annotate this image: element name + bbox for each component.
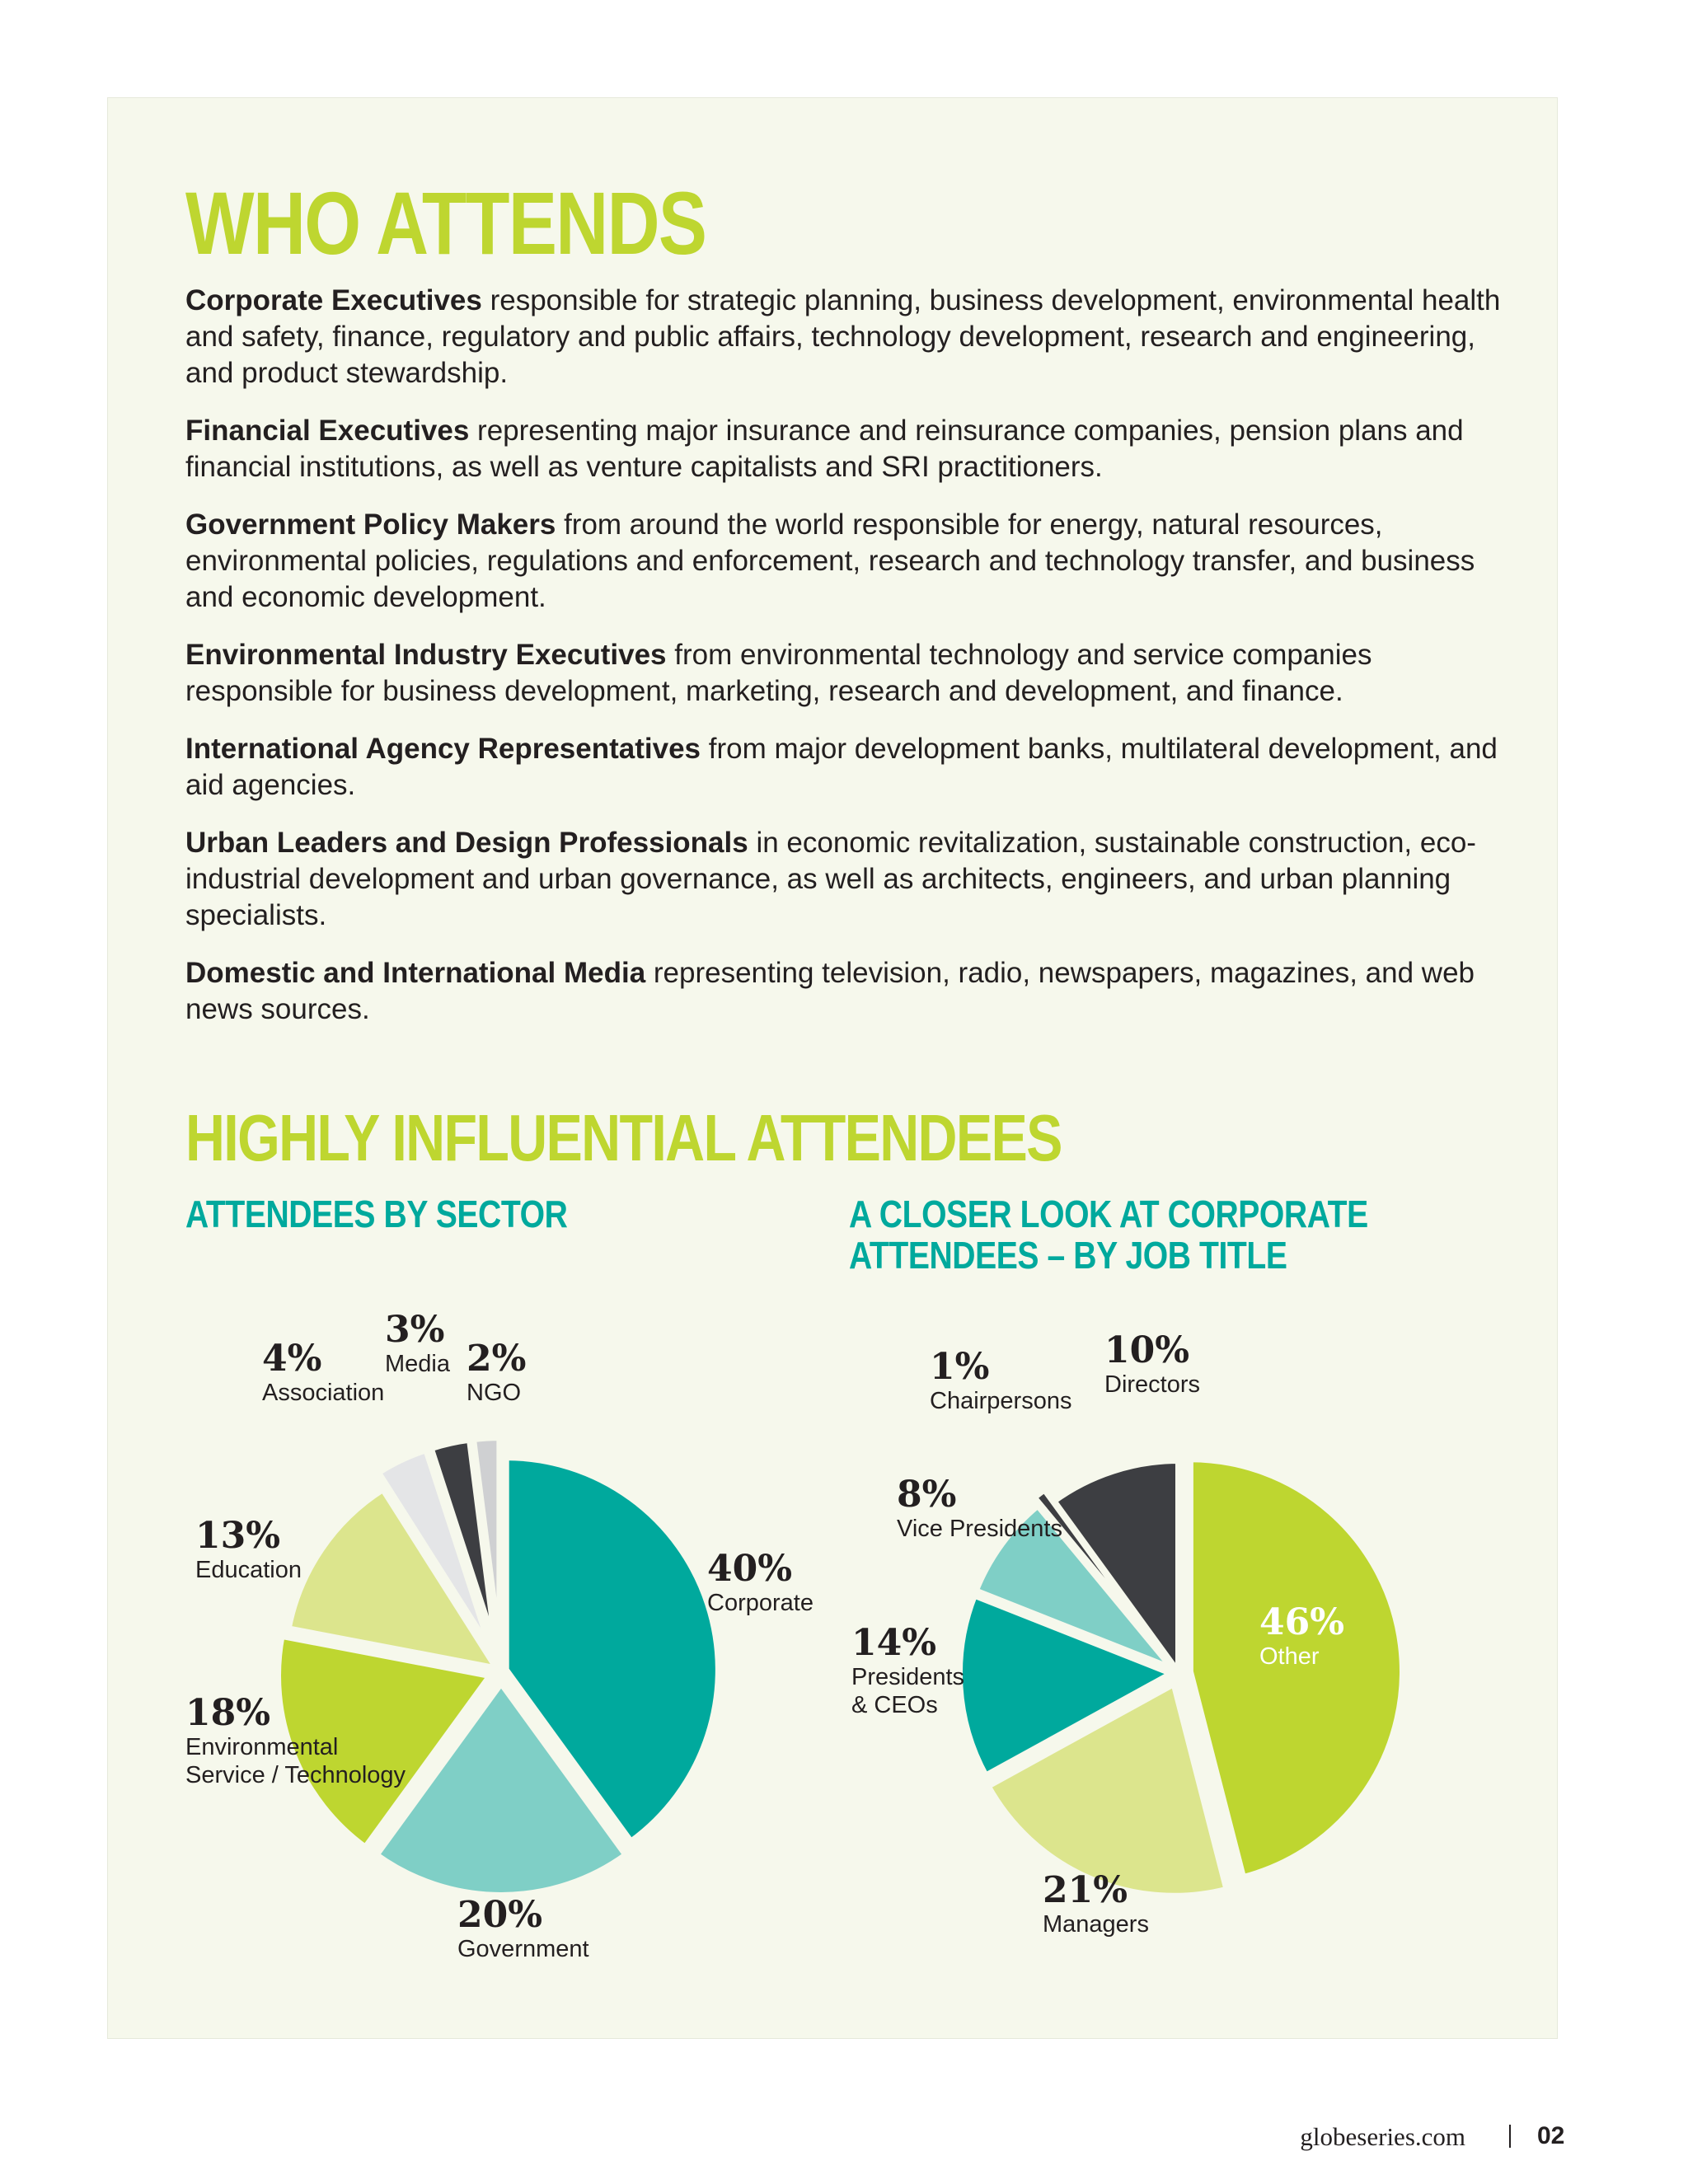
pct-label-media: 3%	[385, 1309, 445, 1351]
pct-label-chairpersons: 1%	[930, 1346, 990, 1388]
pct-label-managers: 21%	[1043, 1869, 1128, 1911]
paragraph-text: representing television, radio, newspapers, magazines, and web news sources.	[185, 957, 1475, 1025]
paragraph-text: from around the world responsible for energy, natural resources, environmental policies, regulations and enforcement, research and technology transfer, and business and economic development.	[185, 509, 1475, 613]
footer-site[interactable]: globeseries.com	[1300, 2122, 1465, 2151]
paragraph-lead: Government Policy Makers	[185, 509, 556, 541]
pct-label-directors: 10%	[1104, 1329, 1190, 1371]
pct-label-vice-presidents: 8%	[897, 1474, 957, 1516]
sector-chart-title: ATTENDEES BY SECTOR	[185, 1193, 568, 1235]
slice-label-ngo: NGO	[467, 1380, 522, 1406]
paragraph-lead: International Agency Representatives	[185, 733, 701, 765]
slice-label-chairpersons: Chairpersons	[930, 1388, 1072, 1414]
paragraph-lead: Urban Leaders and Design Professionals	[185, 827, 748, 859]
paragraph-text: in economic revitalization, sustainable construction, eco-industrial development and urban governance, as well as architects, engineers, and urban planning specialists.	[185, 827, 1476, 931]
footer-separator	[1509, 2125, 1511, 2148]
page-number: 02	[1537, 2122, 1565, 2149]
title-line: A CLOSER LOOK AT CORPORATE	[849, 1193, 1368, 1235]
paragraph-lead: Domestic and International Media	[185, 957, 646, 989]
slice-label-environmental-service-technology: Service / Technology	[185, 1762, 406, 1788]
paragraph-text: from major development banks, multilateral development, and aid agencies.	[185, 733, 1498, 801]
pct-label-ngo: 2%	[467, 1338, 527, 1380]
paragraph-text: representing major insurance and reinsurance companies, pension plans and financial institutions, as well as venture capitalists and SRI practitioners.	[185, 415, 1464, 483]
pct-label-environmental-service-technology: 18%	[185, 1692, 271, 1734]
paragraph-text: responsible for strategic planning, business development, environmental health and safety, finance, regulatory and public affairs, technology development, research and engineering, and product stewardship.	[185, 284, 1501, 389]
slice-label-media: Media	[385, 1351, 450, 1377]
pct-label-corporate: 40%	[707, 1548, 793, 1590]
paragraph-lead: Financial Executives	[185, 415, 470, 447]
slice-label-education: Education	[195, 1557, 302, 1583]
slice-label-managers: Managers	[1043, 1911, 1149, 1938]
slice-label-presidents-ceos: Presidents	[851, 1664, 965, 1690]
slice-label-other: Other	[1259, 1643, 1320, 1670]
slice-label-directors: Directors	[1104, 1371, 1201, 1398]
title-line: ATTENDEES – BY JOB TITLE	[849, 1234, 1287, 1277]
slice-label-vice-presidents: Vice Presidents	[897, 1516, 1062, 1542]
slice-label-association: Association	[262, 1380, 385, 1406]
sector-pie-chart	[278, 1437, 719, 1896]
paragraph-lead: Environmental Industry Executives	[185, 639, 667, 671]
who-attends-title: WHO ATTENDS	[185, 173, 706, 273]
paragraph-text: from environmental technology and service companies responsible for business development, marketing, research and development, and finance.	[185, 639, 1372, 707]
pct-label-presidents-ceos: 14%	[851, 1622, 937, 1664]
slice-label-government: Government	[457, 1936, 589, 1962]
slice-label-corporate: Corporate	[707, 1590, 814, 1616]
paragraph-lead: Corporate Executives	[185, 284, 482, 316]
pct-label-association: 4%	[262, 1338, 322, 1380]
pct-label-other: 46%	[1259, 1601, 1345, 1643]
influential-attendees-title: HIGHLY INFLUENTIAL ATTENDEES	[185, 1101, 1062, 1174]
pct-label-government: 20%	[457, 1894, 543, 1936]
slice-label-presidents-ceos: & CEOs	[851, 1692, 938, 1718]
slice-label-environmental-service-technology: Environmental	[185, 1734, 339, 1760]
pct-label-education: 13%	[195, 1515, 281, 1557]
